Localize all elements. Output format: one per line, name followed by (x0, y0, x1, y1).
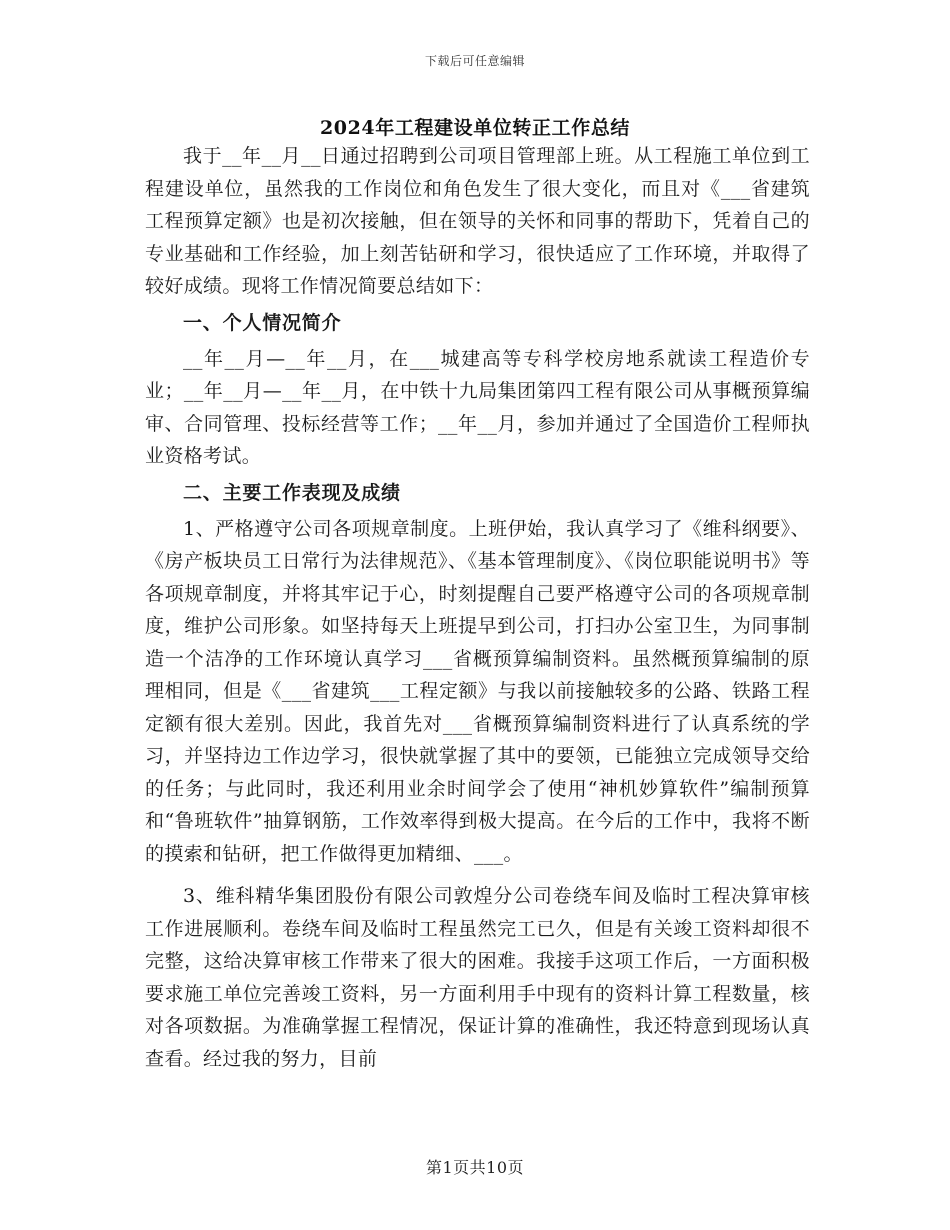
work-item-1-paragraph: 1、严格遵守公司各项规章制度。上班伊始，我认真学习了《维科纲要》、《房产板块员工日常行为法律规范》、《基本管理制度》、《岗位职能说明书》等各项规章制度，并将其牢记于心，时刻提醒自己要严格遵守公司的各项规章制度，维护公司形象。如坚持每天上班提早到公司，打扫办公室卫生，为同事制造一个洁净的工作环境认真学习___省概预算编制资料。虽然概预算编制的原理相同，但是《___省建筑___工程定额》与我以前接触较多的公路、铁路工程定额有很大差别。因此，我首先对___省概预算编制资料进行了认真系统的学习，并坚持边工作边学习，很快就掌握了其中的要领，已能独立完成领导交给的任务；与此同时，我还利用业余时间学会了使用“神机妙算软件”编制预算和“鲁班软件”抽算钢筋，工作效率得到极大提高。在今后的工作中，我将不断的摸索和钻研，把工作做得更加精细、___。 (145, 517, 810, 865)
section-heading-main-work: 二、主要工作表现及成绩 (183, 481, 401, 504)
header-note: 下载后可任意编辑 (424, 54, 525, 68)
intro-paragraph: 我于__年__月__日通过招聘到公司项目管理部上班。从工程施工单位到工程建设单位，虽然我的工作岗位和角色发生了很大变化，而且对《___省建筑工程预算定额》也是初次接触，但在领导的关怀和同事的帮助下，凭着自己的专业基础和工作经验，加上刻苦钻研和学习，很快适应了工作环境，并取得了较好成绩。现将工作情况简要总结如下： (145, 145, 810, 297)
section-heading-personal-profile: 一、个人情况简介 (183, 311, 342, 334)
personal-profile-paragraph: __年__月—__年__月，在___城建高等专科学校房地系就读工程造价专业；__年__月—__年__月，在中铁十九局集团第四工程有限公司从事概预算编审、合同管理、投标经营等工作；__年__月，参加并通过了全国造价工程师执业资格考试。 (145, 347, 810, 467)
document-body (145, 140, 810, 1075)
document-title: 2024年工程建设单位转正工作总结 (319, 117, 631, 139)
page-number-footer: 第1页共10页 (425, 1158, 525, 1177)
work-item-3-paragraph: 3、维科精华集团股份有限公司敦煌分公司卷绕车间及临时工程决算审核工作进展顺利。卷绕车间及临时工程虽然完工已久，但是有关竣工资料却很不完整，这给决算审核工作带来了很大的困难。我接手这项工作后，一方面积极要求施工单位完善竣工资料，另一方面利用手中现有的资料计算工程数量，核对各项数据。为准确掌握工程情况，保证计算的准确性，我还特意到现场认真查看。经过我的努力，目前 (145, 885, 810, 1070)
